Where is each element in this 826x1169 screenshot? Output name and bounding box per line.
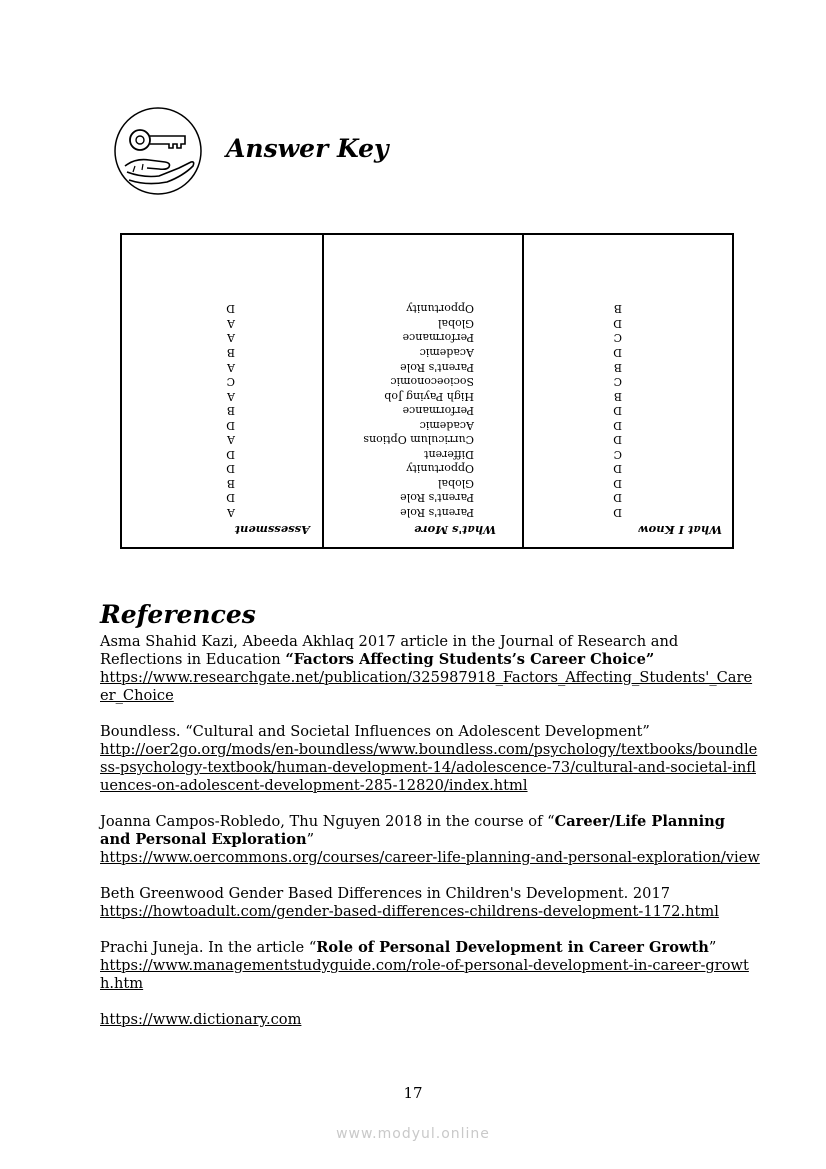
list-item: C (613, 375, 622, 389)
list-item: D (226, 418, 235, 432)
reference-item (100, 1011, 760, 1029)
list-item: D (226, 491, 235, 505)
list-item: A (227, 389, 235, 403)
list-item: Parent's Role (400, 506, 474, 519)
list-item: Opportunity (406, 462, 474, 476)
list-item: D (613, 433, 622, 447)
list-item: Performance (402, 331, 474, 345)
reference-text: Joanna Campos-Robledo, Thu Nguyen 2018 in the course of “ (100, 813, 555, 830)
column-heading-whats-more: What's More (414, 523, 496, 537)
what-i-know-column (522, 235, 732, 547)
list-item: Performance (402, 404, 474, 418)
answer-key-table (120, 233, 734, 549)
reference-link[interactable]: https://www.managementstudyguide.com/role-of-personal-development-in-career-growth.htm (100, 957, 749, 992)
reference-text: Beth Greenwood Gender Based Differences in Children's Development. 2017 (100, 885, 671, 902)
list-item: Global (437, 476, 474, 490)
list-item: B (613, 360, 622, 374)
reference-text-end: ” (306, 831, 315, 848)
list-item: D (226, 447, 235, 461)
assessment-answers (226, 301, 235, 519)
references-list (100, 633, 760, 1047)
reference-item (100, 885, 760, 921)
list-item: D (613, 506, 622, 519)
reference-link[interactable]: http://oer2go.org/mods/en-boundless/www.boundless.com/psychology/textbooks/boundless-psychology-textbook/human-development-14/adolescence-73/cultural-and-societal-influences-on-adolescent-development-285-12820/index.html (100, 741, 758, 794)
list-item: Academic (419, 418, 474, 432)
reference-item (100, 939, 760, 993)
list-item: B (613, 302, 622, 316)
reference-text-end: ” (708, 939, 717, 956)
list-item: D (613, 462, 622, 476)
list-item: D (226, 302, 235, 316)
list-item: D (613, 476, 622, 490)
reference-link[interactable]: https://howtoadult.com/gender-based-differences-childrens-development-1172.html (100, 903, 719, 920)
list-item: Different (424, 447, 474, 461)
list-item: A (227, 331, 235, 345)
list-item: C (613, 331, 622, 345)
reference-title: Career/Life Planning and Personal Exploration (100, 813, 725, 848)
column-heading-what-i-know: What I Know (638, 523, 722, 537)
list-item: A (227, 506, 235, 519)
assessment-column (122, 235, 324, 547)
list-item: D (613, 316, 622, 330)
list-item: A (227, 316, 235, 330)
list-item: Opportunity (406, 302, 474, 316)
list-item: C (226, 375, 235, 389)
list-item: B (226, 476, 235, 490)
list-item: D (613, 404, 622, 418)
reference-item (100, 813, 760, 867)
list-item: C (613, 447, 622, 461)
reference-text: Boundless. “Cultural and Societal Influences on Adolescent Development” (100, 723, 650, 740)
reference-item (100, 633, 760, 705)
list-item: Parent's Role (400, 491, 474, 505)
list-item: Curriculum Options (363, 433, 474, 447)
list-item: D (613, 491, 622, 505)
answer-key-title: Answer Key (226, 134, 389, 163)
reference-text: Asma Shahid Kazi, Abeeda Akhlaq 2017 article in the Journal of Research and Reflections in Education (100, 633, 679, 668)
answer-key-logo-icon (113, 106, 203, 196)
list-item: D (613, 418, 622, 432)
whats-more-answers (363, 301, 474, 519)
watermark: www.modyul.online (336, 1126, 490, 1142)
list-item: B (226, 404, 235, 418)
list-item: Parent's Role (400, 360, 474, 374)
reference-text: Prachi Juneja. In the article “ (100, 939, 317, 956)
reference-link[interactable]: https://www.dictionary.com (100, 1011, 302, 1028)
list-item: Socioeconomic (390, 375, 474, 389)
list-item: Academic (419, 345, 474, 359)
page-number: 17 (403, 1084, 423, 1102)
reference-link[interactable]: https://www.oercommons.org/courses/career-life-planning-and-personal-exploration/view (100, 849, 760, 866)
list-item: B (226, 345, 235, 359)
column-heading-assessment: Assessment (234, 523, 310, 537)
list-item: High Paying Job (384, 389, 474, 403)
list-item: Global (437, 316, 474, 330)
what-i-know-answers (613, 301, 622, 519)
list-item: B (613, 389, 622, 403)
references-heading: References (100, 600, 256, 629)
list-item: D (613, 345, 622, 359)
reference-item (100, 723, 760, 795)
whats-more-column (322, 235, 524, 547)
list-item: A (227, 433, 235, 447)
reference-link[interactable]: https://www.researchgate.net/publication/325987918_Factors_Affecting_Students'_Career_Choice (100, 669, 753, 704)
list-item: A (227, 360, 235, 374)
list-item: D (226, 462, 235, 476)
reference-title: “Factors Affecting Students’s Career Choice” (285, 651, 655, 668)
reference-title: Role of Personal Development in Career Growth (316, 939, 709, 956)
